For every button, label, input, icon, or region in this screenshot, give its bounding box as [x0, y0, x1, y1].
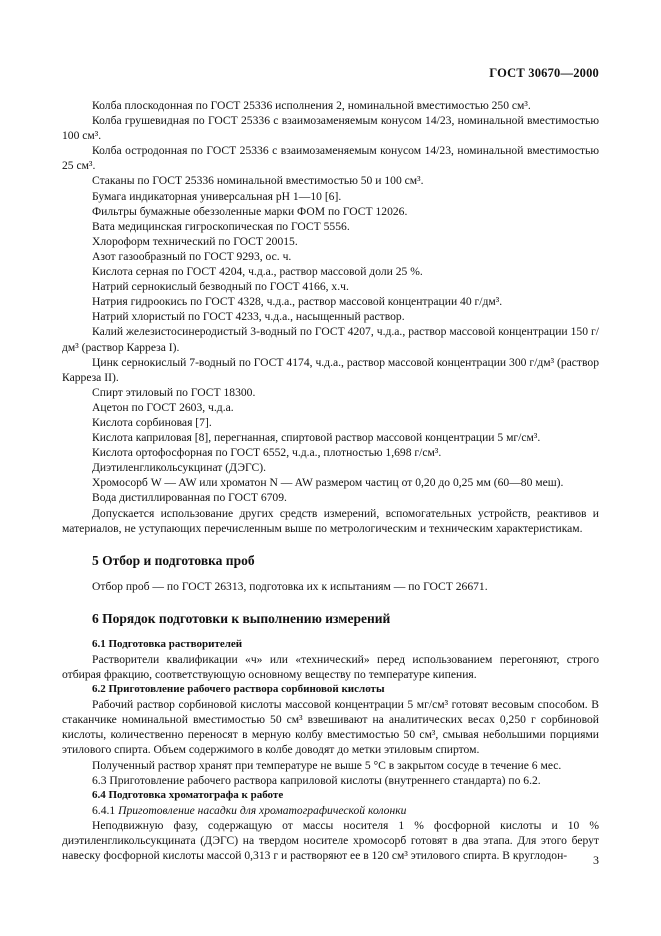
- materials-list-item: Допускается использование других средств измерений, вспомогательных устройств, реактивов и материалов, не уступающих перечисленным выше по метрологическим и техническим характеристикам.: [62, 506, 599, 535]
- subsection-6-4-1-text: Неподвижную фазу, содержащую от массы носителя 1 % фосфорной кислоты и 10 % диэтиленгликольсукцината (ДЭГС) на твердом носителе хромосорб готовят в два этапа. Для этого берут навеску фосфорной кислоты массой 0,313 г и растворяют ее в 120 см³ этилового спирта. В круглодон-: [62, 818, 599, 863]
- materials-list-item: Кислота ортофосфорная по ГОСТ 6552, ч.д.а., плотностью 1,698 г/см³.: [92, 446, 442, 460]
- materials-list-item: Стаканы по ГОСТ 25336 номинальной вместимостью 50 и 100 см³.: [92, 174, 424, 188]
- materials-list-item: Кислота сорбиновая [7].: [92, 415, 212, 429]
- section-5-text: Отбор проб — по ГОСТ 26313, подготовка их к испытаниям — по ГОСТ 26671.: [92, 579, 488, 593]
- materials-list-item: Калий железистосинеродистый 3-водный по ГОСТ 4207, ч.д.а., раствор массовой концентрации 150 г/дм³ (раствор Карреза I).: [62, 325, 599, 354]
- document-body: [62, 98, 599, 863]
- document-header: ГОСТ 30670—2000: [489, 66, 599, 80]
- materials-list-item: Ацетон по ГОСТ 2603, ч.д.а.: [92, 400, 234, 414]
- materials-list-item: Хромосорб W — AW или хроматон N — AW размером частиц от 0,20 до 0,25 мм (60—80 меш).: [92, 476, 564, 490]
- section-6-title: 6 Порядок подготовки к выполнению измерений: [92, 610, 391, 626]
- materials-list-item: Натрий сернокислый безводный по ГОСТ 4166, х.ч.: [92, 280, 349, 294]
- materials-list-item: Азот газообразный по ГОСТ 9293, ос. ч.: [92, 249, 292, 263]
- materials-list-item: Натрия гидроокись по ГОСТ 4328, ч.д.а., раствор массовой концентрации 40 г/дм³.: [92, 295, 503, 309]
- subsection-6-4-1-number: 6.4.1: [92, 803, 116, 817]
- subsection-6-1-text: Растворители квалификации «ч» или «технический» перед использованием перегоняют, строго отбирая фракцию, соответствующую основному веществу по температуре кипения.: [62, 652, 599, 681]
- materials-list-item: Цинк сернокислый 7-водный по ГОСТ 4174, ч.д.а., раствор массовой концентрации 300 г/дм³ (раствор Карреза II).: [62, 355, 599, 384]
- materials-list: [62, 98, 599, 536]
- materials-list-item: Вата медицинская гигроскопическая по ГОСТ 5556.: [92, 219, 350, 233]
- materials-list-item: Кислота каприловая [8], перегнанная, спиртовой раствор массовой концентрации 5 мг/см³.: [92, 431, 541, 445]
- materials-list-item: Колба плоскодонная по ГОСТ 25336 исполнения 2, номинальной вместимостью 250 см³.: [92, 99, 531, 112]
- materials-list-item: Натрий хлористый по ГОСТ 4233, ч.д.а., насыщенный раствор.: [92, 310, 405, 324]
- subsection-6-2-text-2: Полученный раствор хранят при температуре не выше 5 °С в закрытом сосуде в течение 6 мес.: [92, 758, 562, 772]
- materials-list-item: Бумага индикаторная универсальная pH 1—10 [6].: [92, 189, 342, 203]
- materials-list-item: Хлороформ технический по ГОСТ 20015.: [92, 234, 298, 248]
- materials-list-item: Колба грушевидная по ГОСТ 25336 с взаимозаменяемым конусом 14/23, номинальной вместимостью 100 см³.: [62, 114, 599, 143]
- subsection-6-2-text-1: Рабочий раствор сорбиновой кислоты массовой концентрации 5 мг/см³ готовят весовым способом. В стаканчике номинальной вместимостью 50 см³ взвешивают на аналитических весах 0,250 г сорбиновой кислоты, количественно переносят в мерную колбу вместимостью 50 см³, смывая небольшими порциями этилового спирта. Объем содержимого в колбе доводят до метки этиловым спиртом.: [62, 698, 599, 757]
- materials-list-item: Кислота серная по ГОСТ 4204, ч.д.а., раствор массовой доли 25 %.: [92, 265, 423, 279]
- subsection-6-1-title: 6.1 Подготовка растворителей: [92, 637, 243, 650]
- materials-list-item: Вода дистиллированная по ГОСТ 6709.: [92, 491, 287, 505]
- subsection-6-4-1-heading: [62, 803, 599, 818]
- subsection-6-2-title: 6.2 Приготовление рабочего раствора сорбиновой кислоты: [92, 683, 385, 696]
- materials-list-item: Диэтиленгликольсукцинат (ДЭГС).: [92, 461, 267, 475]
- materials-list-item: Спирт этиловый по ГОСТ 18300.: [92, 385, 256, 399]
- subsection-6-3-text: 6.3 Приготовление рабочего раствора каприловой кислоты (внутреннего стандарта) по 6.2.: [92, 773, 541, 787]
- materials-list-item: Колба остродонная по ГОСТ 25336 с взаимозаменяемым конусом 14/23, номинальной вместимостью 25 см³.: [62, 144, 599, 173]
- subsection-6-4-1-title: Приготовление насадки для хроматографической колонки: [118, 803, 407, 817]
- subsection-6-4-title: 6.4 Подготовка хроматографа к работе: [92, 788, 284, 801]
- section-5-title: 5 Отбор и подготовка проб: [92, 552, 255, 568]
- page-number: 3: [593, 853, 599, 867]
- materials-list-item: Фильтры бумажные обеззоленные марки ФОМ по ГОСТ 12026.: [92, 204, 408, 218]
